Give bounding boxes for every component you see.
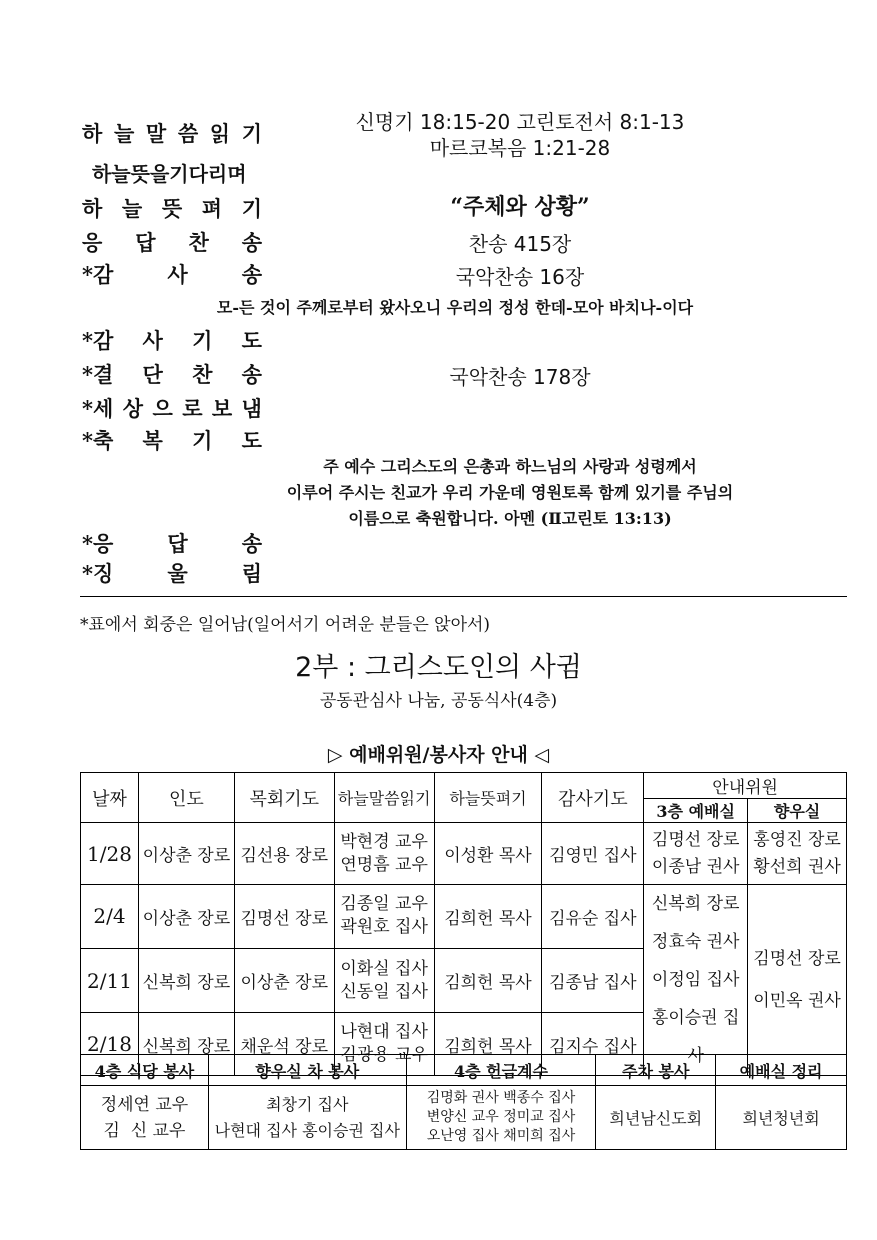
cell-lead: 신복희 장로 xyxy=(138,948,234,1013)
order-label-char: 찬 xyxy=(192,362,213,387)
order-label-char: 응 xyxy=(82,230,103,255)
cell-tea: 최창기 집사 나현대 집사 홍이승권 집사 xyxy=(208,1086,406,1150)
cell-sermon: 김희헌 목사 xyxy=(434,885,542,949)
cell-reading: 김종일 교우 곽원호 집사 xyxy=(334,885,434,949)
cell-lead: 이상춘 장로 xyxy=(138,823,234,885)
cell-floor3-feb: 신복희 장로 정효숙 권사 이정임 집사 홍이승권 집사 xyxy=(644,885,748,1076)
order-label-response-song xyxy=(82,528,262,558)
volunteer-table xyxy=(80,772,847,1076)
order-label-char: 으 xyxy=(152,396,173,421)
order-label-char: 로 xyxy=(182,396,203,421)
th-parking: 주차 봉사 xyxy=(596,1055,716,1086)
order-label-thanks-hymn xyxy=(82,259,262,289)
order-label-char: 늘 xyxy=(121,196,143,221)
th-reading: 하늘말씀읽기 xyxy=(334,773,434,823)
cell-prayer: 김선용 장로 xyxy=(234,823,334,885)
order-label-char: 냄 xyxy=(241,396,262,421)
th-cleanup: 예배실 정리 xyxy=(716,1055,847,1086)
response-hymn: 찬송 415장 xyxy=(468,232,572,256)
service-table xyxy=(80,1054,847,1150)
order-label-char: *축 xyxy=(82,428,114,453)
order-label-char: 뜻 xyxy=(161,196,183,221)
th-tea: 향우실 차 봉사 xyxy=(208,1055,406,1086)
th-floor3: 3층 예배실 xyxy=(644,799,748,823)
order-label-char: 읽 xyxy=(209,121,231,146)
order-label-char: 기 xyxy=(241,121,262,146)
order-label-char: 림 xyxy=(241,561,262,586)
order-label-char: 사 xyxy=(142,328,163,353)
order-label-decision-hymn xyxy=(82,359,262,389)
order-label-char: 늘 xyxy=(113,121,135,146)
order-label-benediction xyxy=(82,425,262,455)
order-label-char: 송 xyxy=(241,531,262,556)
order-label-char: 하 xyxy=(82,121,103,146)
scripture-line1: 신명기 18:15-20 고린토전서 8:1-13 xyxy=(355,110,685,134)
order-label-char: 울 xyxy=(167,561,188,586)
order-label-reading xyxy=(82,118,262,148)
order-label-char: 복 xyxy=(142,428,163,453)
order-label-waiting: 하늘뜻을기다리며 xyxy=(92,162,247,186)
th-prayer: 목회기도 xyxy=(234,773,334,823)
cell-date: 2/11 xyxy=(81,948,139,1013)
cell-cleanup: 희년청년회 xyxy=(716,1086,847,1150)
sermon-title: “주체와 상황” xyxy=(450,194,590,220)
order-label-char: 보 xyxy=(211,396,233,421)
table-row xyxy=(81,823,847,885)
order-label-char: 하 xyxy=(82,196,103,221)
cell-sermon: 김희헌 목사 xyxy=(434,948,542,1013)
order-label-char: 씀 xyxy=(177,121,199,146)
order-label-thanks-prayer xyxy=(82,325,262,355)
order-label-char: 송 xyxy=(241,262,262,287)
cell-sermon: 이성환 목사 xyxy=(434,823,542,885)
order-label-char: 사 xyxy=(167,262,188,287)
order-label-char: 답 xyxy=(167,531,188,556)
cell-prayer: 채운석 장로 xyxy=(234,1013,334,1076)
th-sermon: 하늘뜻펴기 xyxy=(434,773,542,823)
cell-floor3: 김명선 장로 이종남 권사 xyxy=(644,823,748,885)
order-label-response-hymn xyxy=(82,227,262,257)
order-label-char: 송 xyxy=(241,230,262,255)
cell-hyangwoo-feb: 김명선 장로 이민옥 권사 xyxy=(748,885,847,1076)
order-label-char: *세 xyxy=(82,396,114,421)
order-label-char: 도 xyxy=(241,428,262,453)
th-lead: 인도 xyxy=(138,773,234,823)
cell-thanks: 김유순 집사 xyxy=(542,885,644,949)
decision-hymn: 국악찬송 178장 xyxy=(449,365,591,389)
order-label-char: 답 xyxy=(135,230,156,255)
cell-sermon: 김희헌 목사 xyxy=(434,1013,542,1076)
order-label-char: 상 xyxy=(122,396,144,421)
cell-offering: 김명화 권사 백종수 집사 변양신 교우 정미교 집사 오난영 집사 채미희 집사 xyxy=(406,1086,596,1150)
order-label-sending xyxy=(82,393,262,423)
order-label-char: *징 xyxy=(82,561,114,586)
th-ushers: 안내위원 xyxy=(644,773,847,799)
benediction-line2: 이루어 주시는 친교가 우리 가운데 영원토록 함께 있기를 주님의 xyxy=(286,483,734,502)
cell-hyangwoo: 홍영진 장로 황선희 권사 xyxy=(748,823,847,885)
cell-date: 1/28 xyxy=(81,823,139,885)
th-kitchen: 4층 식당 봉사 xyxy=(81,1055,209,1086)
scripture-line2: 마르코복음 1:21-28 xyxy=(429,136,611,160)
cell-date: 2/18 xyxy=(81,1013,139,1076)
benediction-line1: 주 예수 그리스도의 은총과 하느님의 사랑과 성령께서 xyxy=(323,457,697,476)
cell-lead: 이상춘 장로 xyxy=(138,885,234,949)
th-hyangwoo: 향우실 xyxy=(748,799,847,823)
cell-lead: 신복희 장로 xyxy=(138,1013,234,1076)
th-thanks: 감사기도 xyxy=(542,773,644,823)
order-label-char: 도 xyxy=(241,328,262,353)
table-title: ▷ 예배위원/봉사자 안내 ◁ xyxy=(327,744,550,766)
order-label-char: 찬 xyxy=(188,230,209,255)
cell-reading: 나현대 집사 김광용 교우 xyxy=(334,1013,434,1076)
order-label-char: 기 xyxy=(192,428,213,453)
order-label-char: *결 xyxy=(82,362,114,387)
part2-title: 2부 : 그리스도인의 사귐 xyxy=(295,652,582,683)
cell-date: 2/4 xyxy=(81,885,139,949)
thanks-hymn: 국악찬송 16장 xyxy=(455,265,585,289)
th-offering: 4층 헌금계수 xyxy=(406,1055,596,1086)
cell-thanks: 김영민 집사 xyxy=(542,823,644,885)
order-label-char: 펴 xyxy=(201,196,223,221)
part2-subtitle: 공동관심사 나눔, 공동식사(4층) xyxy=(319,691,558,711)
order-label-char: 말 xyxy=(145,121,167,146)
cell-prayer: 김명선 장로 xyxy=(234,885,334,949)
order-label-char: *감 xyxy=(82,262,114,287)
cell-thanks: 김지수 집사 xyxy=(542,1013,644,1076)
order-label-char: 기 xyxy=(192,328,213,353)
standing-note: *표에서 회중은 일어남(일어서기 어려운 분들은 앉아서) xyxy=(80,615,491,635)
cell-parking: 희년남신도회 xyxy=(596,1086,716,1150)
th-date: 날짜 xyxy=(81,773,139,823)
order-label-bell xyxy=(82,558,262,588)
cell-thanks: 김종남 집사 xyxy=(542,948,644,1013)
order-label-char: *감 xyxy=(82,328,114,353)
table-row xyxy=(81,885,847,949)
cell-reading: 이화실 집사 신동일 집사 xyxy=(334,948,434,1013)
thanks-lyrics: 모-든 것이 주께로부터 왔사오니 우리의 정성 한데-모아 바치나-이다 xyxy=(216,298,694,317)
cell-prayer: 이상춘 장로 xyxy=(234,948,334,1013)
cell-reading: 박현경 교우 연명흠 교우 xyxy=(334,823,434,885)
order-label-char: 단 xyxy=(142,362,163,387)
cell-kitchen: 정세연 교우 김 신 교우 xyxy=(81,1086,209,1150)
order-label-char: 송 xyxy=(241,362,262,387)
benediction-line3: 이름으로 축원합니다. 아멘 (Ⅱ고린토 13:13) xyxy=(348,509,672,528)
order-label-char: 기 xyxy=(241,196,262,221)
order-label-sermon xyxy=(82,193,262,223)
divider xyxy=(80,596,847,597)
order-label-char: *응 xyxy=(82,531,114,556)
